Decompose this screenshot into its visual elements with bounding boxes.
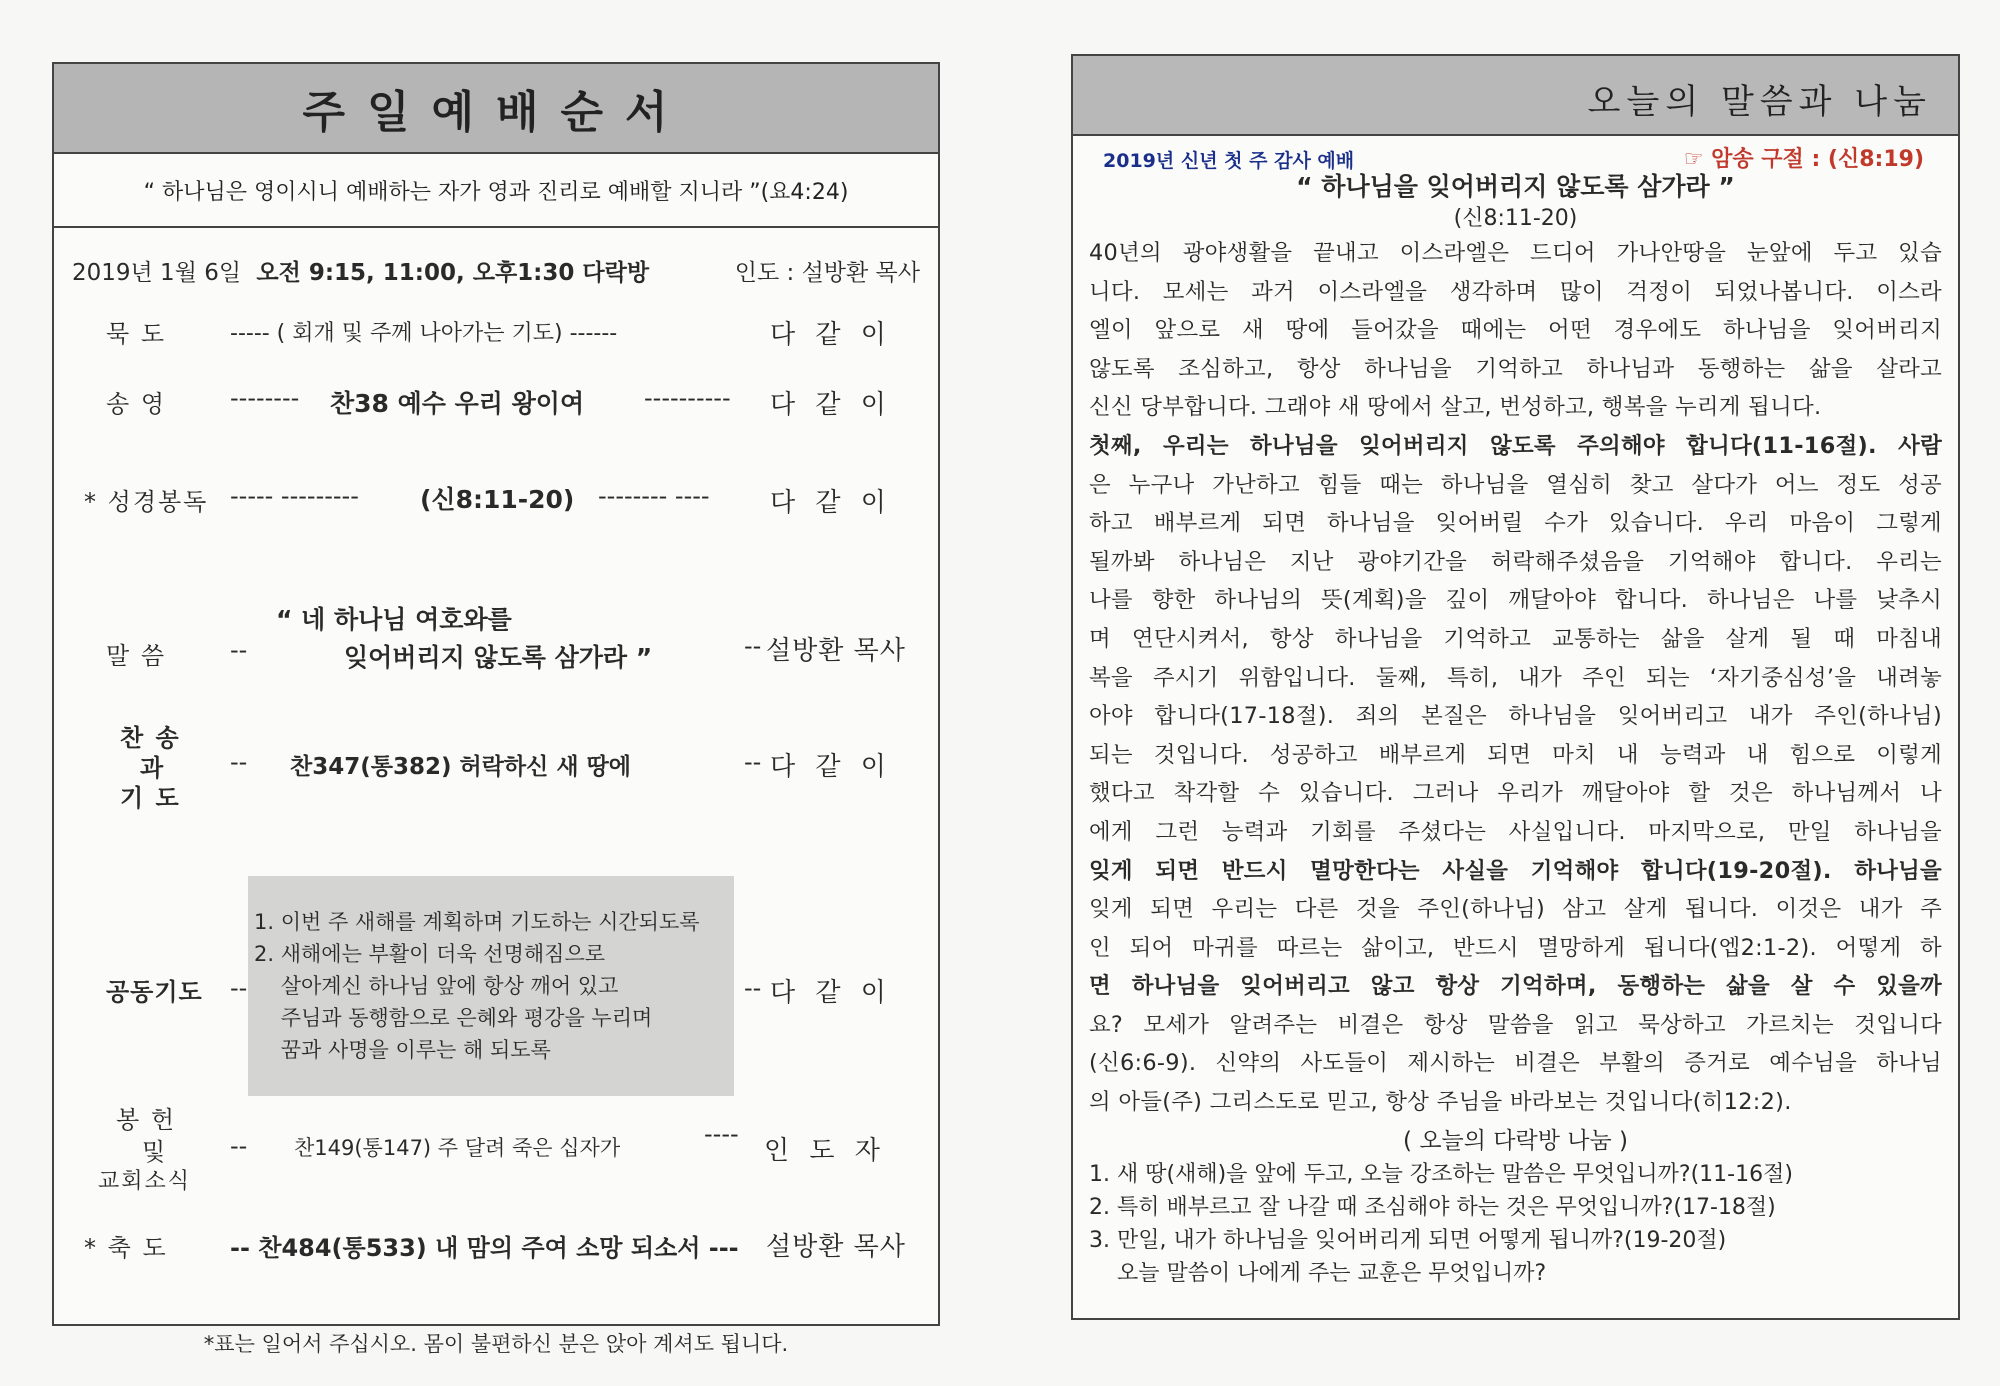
row-offering-label-1: 봉 헌	[116, 1106, 176, 1134]
standing-note: *표는 일어서 주십시오. 몸이 불편하신 분은 앉아 계셔도 됩니다.	[203, 1332, 789, 1356]
text-line: 면 하나님을 잊어버리고 않고 항상 기억하며, 동행하는 삶을 살 수 있을까	[1089, 973, 1942, 1000]
sermon-meta	[1089, 136, 1942, 170]
row-hymn-who: 다 같 이	[770, 752, 892, 782]
memory-verse: ☞ 암송 구절 : (신8:19)	[1683, 147, 1924, 172]
row-benediction-hymn: -- 찬484(통533) 내 맘의 주여 소망 되소서 ---	[230, 1234, 739, 1262]
row-scripture-ref: (신8:11-20)	[420, 485, 575, 514]
prayer-line: 꿈과 사명을 이루는 해 되도록	[254, 1038, 551, 1062]
text-line: 않도록 조심하고, 항상 하나님을 기억하고 하나님과 동행하는 삶을 살라고	[1089, 355, 1942, 382]
theme-verse: “ 하나님은 영이시니 예배하는 자가 영과 진리로 예배할 지니라 ”(요4:24)	[54, 154, 938, 228]
service-date: 2019년 1월 6일	[72, 260, 242, 286]
row-doxology-hymn: 찬38 예수 우리 왕이여	[330, 389, 585, 418]
row-sermon-title-1: “ 네 하나님 여호와를	[276, 605, 512, 634]
row-scripture-dash-right: -------- ----	[598, 482, 710, 510]
row-joint-prayer-who: 다 같 이	[770, 978, 892, 1008]
text-line: 인 되어 마귀를 따르는 삶이고, 반드시 멸망하게 됩니다(엡2:1-2). 어떻게 하	[1089, 934, 1942, 961]
text-line: 요? 모세가 알려주는 비결은 항상 말씀을 읽고 묵상하고 가르치는 것입니다	[1089, 1011, 1942, 1038]
text-line: 하고 배부르게 되면 하나님을 잊어버릴 수가 있습니다. 우리 마음이 그렇게	[1089, 510, 1942, 537]
sermon-reference: (신8:11-20)	[1453, 206, 1578, 231]
discussion-questions	[1089, 1158, 1942, 1290]
discussion-question: 오늘 말씀이 나에게 주는 교훈은 무엇입니까?	[1089, 1260, 1547, 1286]
row-doxology-label: 송 영	[106, 390, 166, 418]
row-scripture-who: 다 같 이	[770, 488, 892, 518]
discussion-question: 3. 만일, 내가 하나님을 잊어버리게 되면 어떻게 됩니까?(19-20절)	[1089, 1227, 1727, 1253]
row-silent-prayer-desc: ----- ( 회개 및 주께 나아가는 기도) ------	[230, 321, 618, 346]
service-times: 오전 9:15, 11:00, 오후1:30 다락방	[256, 260, 650, 286]
service-date-line	[72, 254, 649, 287]
discussion-question: 2. 특히 배부르고 잘 나갈 때 조심해야 하는 것은 무엇입니까?(17-18절)	[1089, 1194, 1776, 1220]
todays-word-title: 오늘의 말씀과 나눔	[1587, 82, 1932, 122]
text-line: 니다. 모세는 과거 이스라엘을 생각하며 많이 걱정이 되었나봅니다. 이스라	[1089, 278, 1942, 305]
row-sermon-who: 설방환 목사	[766, 636, 906, 666]
text-line: 에게 그런 능력과 기회를 주셨다는 사실입니다. 마지막으로, 만일 하나님을	[1089, 818, 1942, 845]
prayer-line: 1. 이번 주 새해를 계획하며 기도하는 시간되도록	[254, 910, 700, 934]
text-line: 신신 당부합니다. 그래야 새 땅에서 살고, 번성하고, 행복을 누리게 됩니다.	[1089, 394, 1822, 421]
row-offering-dash-left: --	[230, 1132, 248, 1160]
row-sermon-dash-left: --	[230, 636, 248, 664]
row-doxology-who: 다 같 이	[770, 390, 892, 420]
row-hymn-label-2: 과	[140, 754, 166, 782]
prayer-line: 살아계신 하나님 앞에 항상 깨어 있고	[254, 974, 619, 998]
worship-order-title: 주일예배순서	[54, 64, 938, 154]
text-line: 40년의 광야생활을 끝내고 이스라엘은 드디어 가나안땅을 눈앞에 두고 있습	[1089, 240, 1942, 266]
row-silent-prayer-who: 다 같 이	[770, 320, 892, 350]
todays-word-body	[1073, 136, 1958, 1290]
text-line: 아야 합니다(17-18절). 죄의 본질은 하나님을 잊어버리고 내가 주인(하나님)	[1089, 703, 1942, 730]
row-offering-label-2: 및	[142, 1138, 168, 1166]
sermon-text	[1089, 234, 1942, 1122]
row-sermon-dash-right: --	[744, 632, 762, 660]
row-sermon-title-2: 잊어버리지 않도록 삼가라 ”	[344, 643, 653, 672]
text-line: 나를 향한 하나님의 뜻(계획)을 깊이 깨달아야 합니다. 하나님은 나를 낮추시	[1089, 587, 1942, 614]
joint-prayer-box	[248, 876, 734, 1096]
text-line: 잊게 되면 반드시 멸망한다는 사실을 기억해야 합니다(19-20절). 하나님을	[1089, 857, 1942, 884]
row-benediction-who: 설방환 목사	[766, 1232, 906, 1262]
row-hymn-label-3: 기 도	[120, 784, 181, 812]
row-joint-prayer-dash-left: --	[230, 974, 248, 1002]
row-offering-hymn: 찬149(통147) 주 달려 죽은 십자가	[294, 1136, 621, 1160]
todays-word-header	[1073, 56, 1958, 136]
todays-word-panel	[1071, 54, 1960, 1320]
row-doxology-dash-left: --------	[230, 384, 300, 412]
text-line: 복을 주시기 위함입니다. 둘째, 특히, 내가 주인 되는 ‘자기중심성’을 내려놓	[1089, 664, 1942, 691]
row-offering-who: 인 도 자	[764, 1136, 886, 1166]
worship-order-panel	[52, 62, 940, 1356]
row-hymn-label-1: 찬 송	[120, 724, 181, 752]
row-offering-dash-right: ----	[704, 1120, 739, 1148]
row-joint-prayer-label: 공동기도	[106, 978, 203, 1006]
text-line: 했다고 착각할 수 있습니다. 그러나 우리가 깨달아야 할 것은 하나님께서 나	[1089, 780, 1942, 807]
row-silent-prayer-label: 묵 도	[106, 320, 166, 348]
text-line: 될까봐 하나님은 지난 광야기간을 허락해주셨음을 기억해야 합니다. 우리는	[1089, 548, 1942, 575]
row-hymn-dash-right: --	[744, 748, 762, 776]
text-line: 잊게 되면 우리는 다른 것을 주인(하나님) 삼고 살게 됩니다. 이것은 내가 주	[1089, 896, 1942, 923]
row-doxology-dash-right: ----------	[644, 384, 731, 412]
row-benediction-label: * 축 도	[84, 1234, 168, 1262]
row-offering-label-3: 교회소식	[98, 1169, 192, 1194]
service-leader: 인도 : 설방환 목사	[734, 260, 920, 286]
prayer-line: 주님과 동행함으로 은혜와 평강을 누리며	[254, 1006, 653, 1030]
service-label: 2019년 신년 첫 주 감사 예배	[1103, 150, 1355, 172]
row-scripture-label: * 성경봉독	[84, 488, 209, 516]
discussion-title: ( 오늘의 다락방 나눔 )	[1403, 1127, 1628, 1154]
text-line: 되는 것입니다. 성공하고 배부르게 되면 마치 내 능력과 내 힘으로 이렇게	[1089, 741, 1942, 768]
row-scripture-dash-left: ----- ---------	[230, 482, 359, 510]
text-line: 엘이 앞으로 새 땅에 들어갔을 때에는 어떤 경우에도 하나님을 잊어버리지	[1089, 317, 1942, 344]
prayer-line: 2. 새해에는 부활이 더욱 선명해짐으로	[254, 942, 606, 966]
row-joint-prayer-dash-right: --	[744, 974, 762, 1002]
text-line: 며 연단시켜서, 항상 하나님을 기억하고 교통하는 삶을 살게 될 때 마침내	[1089, 625, 1942, 652]
discussion-question: 1. 새 땅(새해)을 앞에 두고, 오늘 강조하는 말씀은 무엇입니까?(11-16절)	[1089, 1161, 1793, 1187]
text-line: (신6:6-9). 신약의 사도들이 제시하는 비결은 부활의 증거로 예수님을 하나님	[1089, 1050, 1942, 1077]
sermon-title: “ 하나님을 잊어버리지 않도록 삼가라 ”	[1296, 172, 1735, 201]
worship-order-body	[54, 228, 938, 1356]
text-line: 은 누구나 가난하고 힘들 때는 하나님을 열심히 찾고 살다가 어느 정도 성공	[1089, 471, 1942, 498]
row-hymn-title: 찬347(통382) 허락하신 새 땅에	[290, 754, 632, 780]
row-hymn-dash-left: --	[230, 748, 248, 776]
text-line: 첫째, 우리는 하나님을 잊어버리지 않도록 주의해야 합니다(11-16절). 사람	[1089, 432, 1942, 459]
text-line: 의 아들(주) 그리스도로 믿고, 항상 주님을 바라보는 것입니다(히12:2).	[1089, 1089, 1792, 1116]
row-sermon-label: 말 씀	[106, 642, 166, 670]
